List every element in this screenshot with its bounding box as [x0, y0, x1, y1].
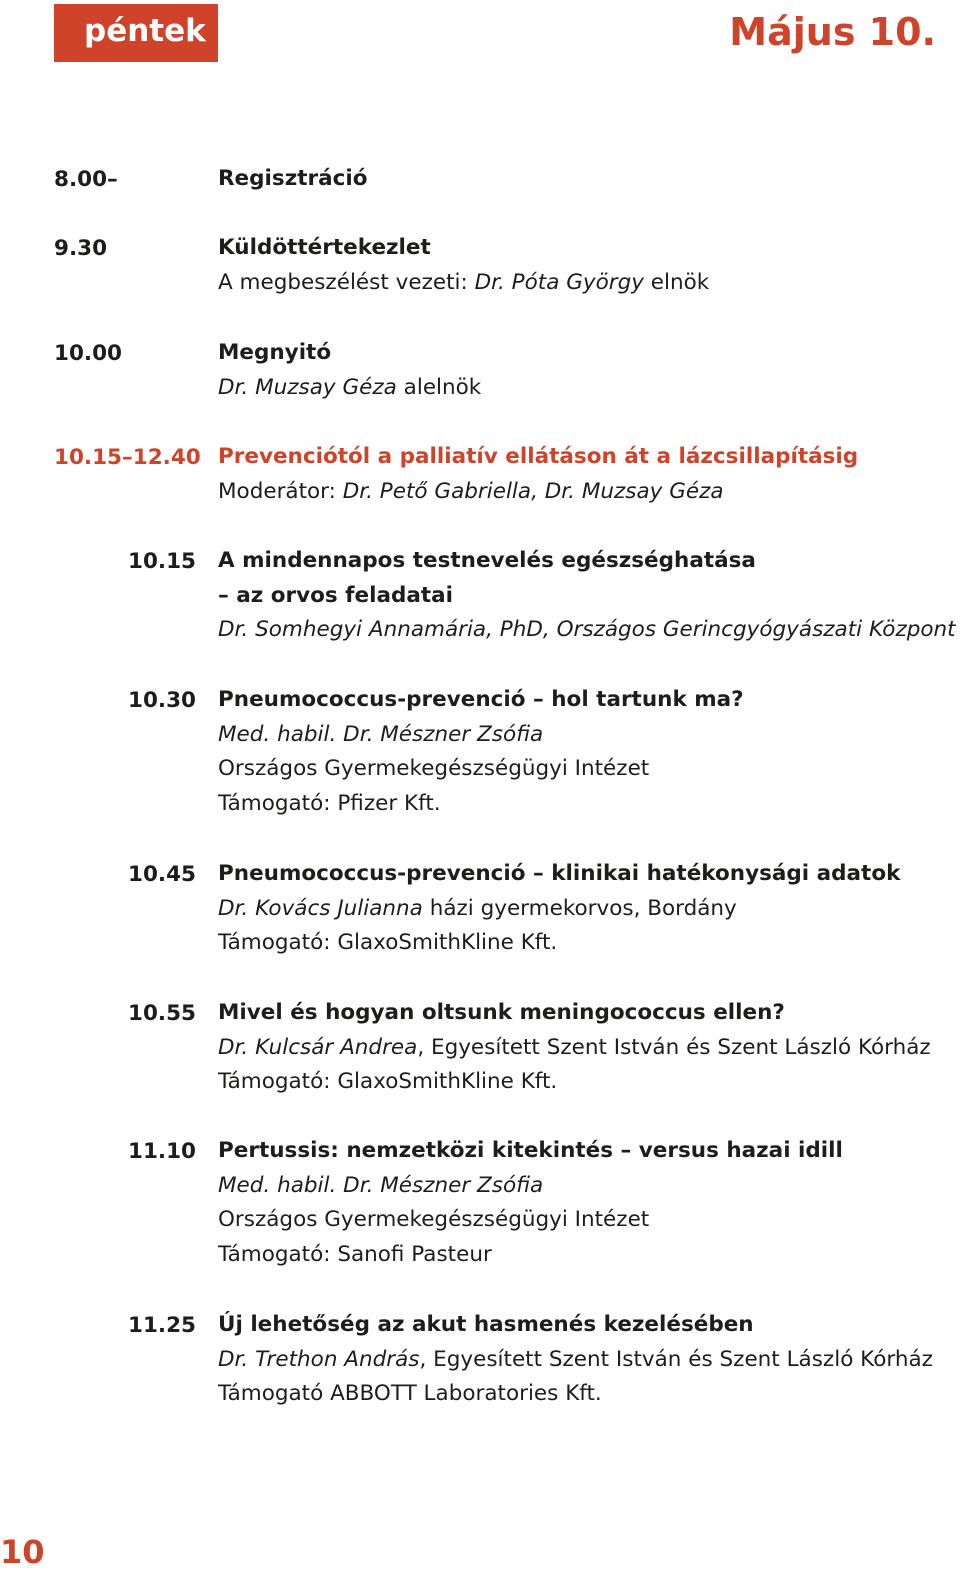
talk-title: Pertussis: nemzetközi kitekintés – versus hazai idill	[218, 1138, 843, 1163]
session-title: Regisztráció	[218, 166, 368, 191]
speaker-name: Med. habil. Dr. Mészner Zsófia	[218, 1172, 544, 1198]
time-label: 10.15–12.40	[54, 445, 201, 470]
talk-title-continued: – az orvos feladatai	[218, 582, 454, 608]
speaker-affiliation: Országos Gyermekegészségügyi Intézet	[218, 1207, 650, 1233]
section-title: Prevenciótól a palliatív ellátáson át a lázcsillapításig	[218, 444, 859, 469]
time-label: 10.55	[127, 1001, 196, 1026]
session-title: Megnyitó	[218, 340, 332, 365]
talk-title: A mindennapos testnevelés egészséghatása	[218, 548, 756, 573]
time-label: 11.10	[127, 1139, 196, 1164]
speaker-name: Dr. Somhegyi Annamária, PhD, Országos Gerincgyógyászati Központ	[218, 617, 956, 643]
speaker-line	[218, 1031, 948, 1066]
detail-suffix: elnök	[643, 269, 710, 295]
sponsor-line: Támogató: GlaxoSmithKline Kft.	[218, 1069, 558, 1095]
sponsor-line: Támogató ABBOTT Laboratories Kft.	[218, 1381, 602, 1407]
date-heading: Május 10.	[729, 10, 936, 54]
time-label: 10.00	[54, 341, 123, 366]
talk-title: Pneumococcus-prevenció – hol tartunk ma?	[218, 687, 744, 712]
speaker-name: Dr. Muzsay Géza	[218, 374, 397, 400]
time-label: 9.30	[54, 236, 108, 261]
sponsor-line: Támogató: GlaxoSmithKline Kft.	[218, 930, 558, 956]
section-moderators	[218, 475, 948, 510]
day-badge: péntek	[54, 4, 218, 62]
session-detail	[218, 371, 948, 406]
speaker-name: Dr. Kulcsár Andrea	[218, 1034, 418, 1060]
speaker-name: Med. habil. Dr. Mészner Zsófia	[218, 721, 544, 747]
session-detail	[218, 266, 948, 301]
speaker-line	[218, 892, 948, 927]
speaker-details: , Egyesített Szent István és Szent László Kórház	[417, 1034, 931, 1060]
talk-title: Mivel és hogyan oltsunk meningococcus ellen?	[218, 1000, 785, 1025]
speaker-details: , Egyesített Szent István és Szent László Kórház	[419, 1346, 933, 1372]
detail-prefix: Moderátor:	[218, 478, 343, 504]
speaker-details: házi gyermekorvos, Bordány	[422, 895, 737, 921]
time-label: 8.00–	[54, 167, 118, 192]
chair-name: Dr. Póta György	[474, 269, 644, 295]
speaker-affiliation: Országos Gyermekegészségügyi Intézet	[218, 756, 650, 782]
detail-prefix: A megbeszélést vezeti:	[218, 269, 475, 295]
time-label: 10.45	[127, 862, 196, 887]
moderator-names: Dr. Pető Gabriella, Dr. Muzsay Géza	[342, 478, 724, 504]
sponsor-line: Támogató: Sanofi Pasteur	[218, 1242, 492, 1268]
sponsor-line: Támogató: Pfizer Kft.	[218, 791, 441, 817]
talk-title: Új lehetőség az akut hasmenés kezelésében	[218, 1312, 754, 1337]
session-title: Küldöttértekezlet	[218, 235, 431, 260]
time-label: 10.30	[127, 688, 196, 713]
speaker-name: Dr. Trethon András	[218, 1346, 420, 1372]
time-label: 11.25	[127, 1313, 196, 1338]
page-number: 10	[0, 1533, 45, 1571]
time-label: 10.15	[127, 549, 196, 574]
speaker-line	[218, 1343, 948, 1378]
detail-suffix: alelnök	[396, 374, 482, 400]
talk-title: Pneumococcus-prevenció – klinikai hatékonysági adatok	[218, 861, 901, 886]
speaker-name: Dr. Kovács Julianna	[218, 895, 423, 921]
